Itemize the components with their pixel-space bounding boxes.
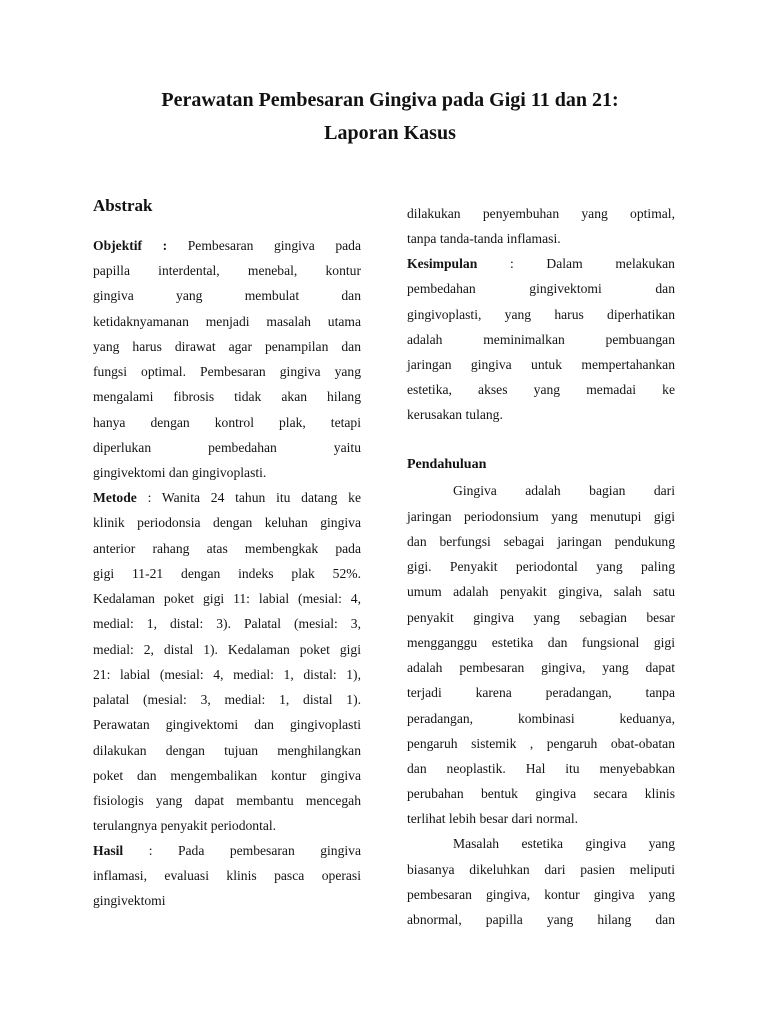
hasil-line: Hasil : Pada pembesaran gingiva bbox=[93, 843, 361, 858]
intro-line: gigi. Penyakit periodontal yang paling bbox=[407, 559, 675, 574]
intro-line: pembesaran gingiva, kontur gingiva yang bbox=[407, 887, 675, 902]
document-title-line-2: Laporan Kasus bbox=[324, 122, 456, 144]
objektif-line: hanya dengan kontrol plak, tetapi bbox=[93, 415, 361, 430]
metode-line: medial: 2, distal 1). Kedalaman poket gigi bbox=[93, 642, 361, 657]
objektif-line: gingivektomi dan gingivoplasti. bbox=[93, 465, 267, 480]
intro-line: dan berfungsi sebagai jaringan pendukung bbox=[407, 534, 675, 549]
objektif-line: ketidaknyamanan menjadi masalah utama bbox=[93, 314, 361, 329]
kesimpulan-line: Kesimpulan : Dalam melakukan bbox=[407, 256, 675, 271]
kesimpulan-label: Kesimpulan bbox=[407, 256, 478, 271]
objektif-line: Objektif : Pembesaran gingiva pada bbox=[93, 238, 361, 253]
metode-line: terulangnya penyakit periodontal. bbox=[93, 818, 277, 833]
metode-line: palatal (mesial: 3, medial: 1, distal 1). bbox=[93, 692, 361, 707]
intro-line: biasanya dikeluhkan dari pasien meliputi bbox=[407, 862, 675, 877]
metode-line: dilakukan dengan tujuan menghilangkan bbox=[93, 743, 361, 758]
intro-line: abnormal, papilla yang hilang dan bbox=[407, 912, 675, 927]
metode-line: poket dan mengembalikan kontur gingiva bbox=[93, 768, 361, 783]
metode-line: Metode : Wanita 24 tahun itu datang ke bbox=[93, 490, 361, 505]
intro-line: peradangan, kombinasi keduanya, bbox=[407, 711, 675, 726]
hasil-line: gingivektomi bbox=[93, 893, 166, 908]
kesimpulan-line: gingivoplasti, yang harus diperhatikan bbox=[407, 307, 675, 322]
metode-line: medial: 1, distal: 3). Palatal (mesial: 3, bbox=[93, 616, 361, 631]
objektif-line: mengalami fibrosis tidak akan hilang bbox=[93, 389, 361, 404]
intro-line: mengganggu estetika dan fungsional gigi bbox=[407, 635, 675, 650]
metode-line: anterior rahang atas membengkak pada bbox=[93, 541, 361, 556]
metode-line: klinik periodonsia dengan keluhan gingiva bbox=[93, 515, 361, 530]
metode-line: fisiologis yang dapat membantu mencegah bbox=[93, 793, 361, 808]
abstract-heading: Abstrak bbox=[93, 196, 153, 215]
intro-line: dan neoplastik. Hal itu menyebabkan bbox=[407, 761, 675, 776]
objektif-line: gingiva yang membulat dan bbox=[93, 288, 361, 303]
objektif-line: yang harus dirawat agar penampilan dan bbox=[93, 339, 361, 354]
kesimpulan-line: pembedahan gingivektomi dan bbox=[407, 281, 675, 296]
intro-line: umum adalah penyakit gingiva, salah satu bbox=[407, 584, 675, 599]
metode-line: Perawatan gingivektomi dan gingivoplasti bbox=[93, 717, 361, 732]
metode-line: gigi 11-21 dengan indeks plak 52%. bbox=[93, 566, 361, 581]
document-title-line-1: Perawatan Pembesaran Gingiva pada Gigi 11 dan 21: bbox=[161, 89, 619, 111]
intro-line: Gingiva adalah bagian dari bbox=[453, 483, 675, 498]
intro-line: terjadi karena peradangan, tanpa bbox=[407, 685, 675, 700]
objektif-line: fungsi optimal. Pembesaran gingiva yang bbox=[93, 364, 361, 379]
metode-label: Metode bbox=[93, 490, 137, 505]
objektif-label: Objektif : bbox=[93, 238, 168, 253]
kesimpulan-line: kerusakan tulang. bbox=[407, 407, 503, 422]
hasil-line: dilakukan penyembuhan yang optimal, bbox=[407, 206, 675, 221]
objektif-line: papilla interdental, menebal, kontur bbox=[93, 263, 361, 278]
intro-line: pengaruh sistemik , pengaruh obat-obatan bbox=[407, 736, 675, 751]
intro-line: jaringan periodonsium yang menutupi gigi bbox=[407, 509, 675, 524]
metode-line: 21: labial (mesial: 4, medial: 1, distal: 1), bbox=[93, 667, 361, 682]
intro-line: adalah pembesaran gingiva, yang dapat bbox=[407, 660, 675, 675]
intro-line: perubahan bentuk gingiva secara klinis bbox=[407, 786, 675, 801]
objektif-line: diperlukan pembedahan yaitu bbox=[93, 440, 361, 455]
kesimpulan-line: jaringan gingiva untuk mempertahankan bbox=[407, 357, 675, 372]
kesimpulan-line: estetika, akses yang memadai ke bbox=[407, 382, 675, 397]
intro-line: terlihat lebih besar dari normal. bbox=[407, 811, 578, 826]
intro-line: Masalah estetika gingiva yang bbox=[453, 836, 675, 851]
intro-line: penyakit gingiva yang sebagian besar bbox=[407, 610, 675, 625]
hasil-label: Hasil bbox=[93, 843, 124, 858]
introduction-heading: Pendahuluan bbox=[407, 457, 487, 472]
kesimpulan-line: adalah meminimalkan pembuangan bbox=[407, 332, 675, 347]
hasil-line: tanpa tanda-tanda inflamasi. bbox=[407, 231, 561, 246]
metode-line: Kedalaman poket gigi 11: labial (mesial: 4, bbox=[93, 591, 361, 606]
hasil-line: inflamasi, evaluasi klinis pasca operasi bbox=[93, 868, 361, 883]
